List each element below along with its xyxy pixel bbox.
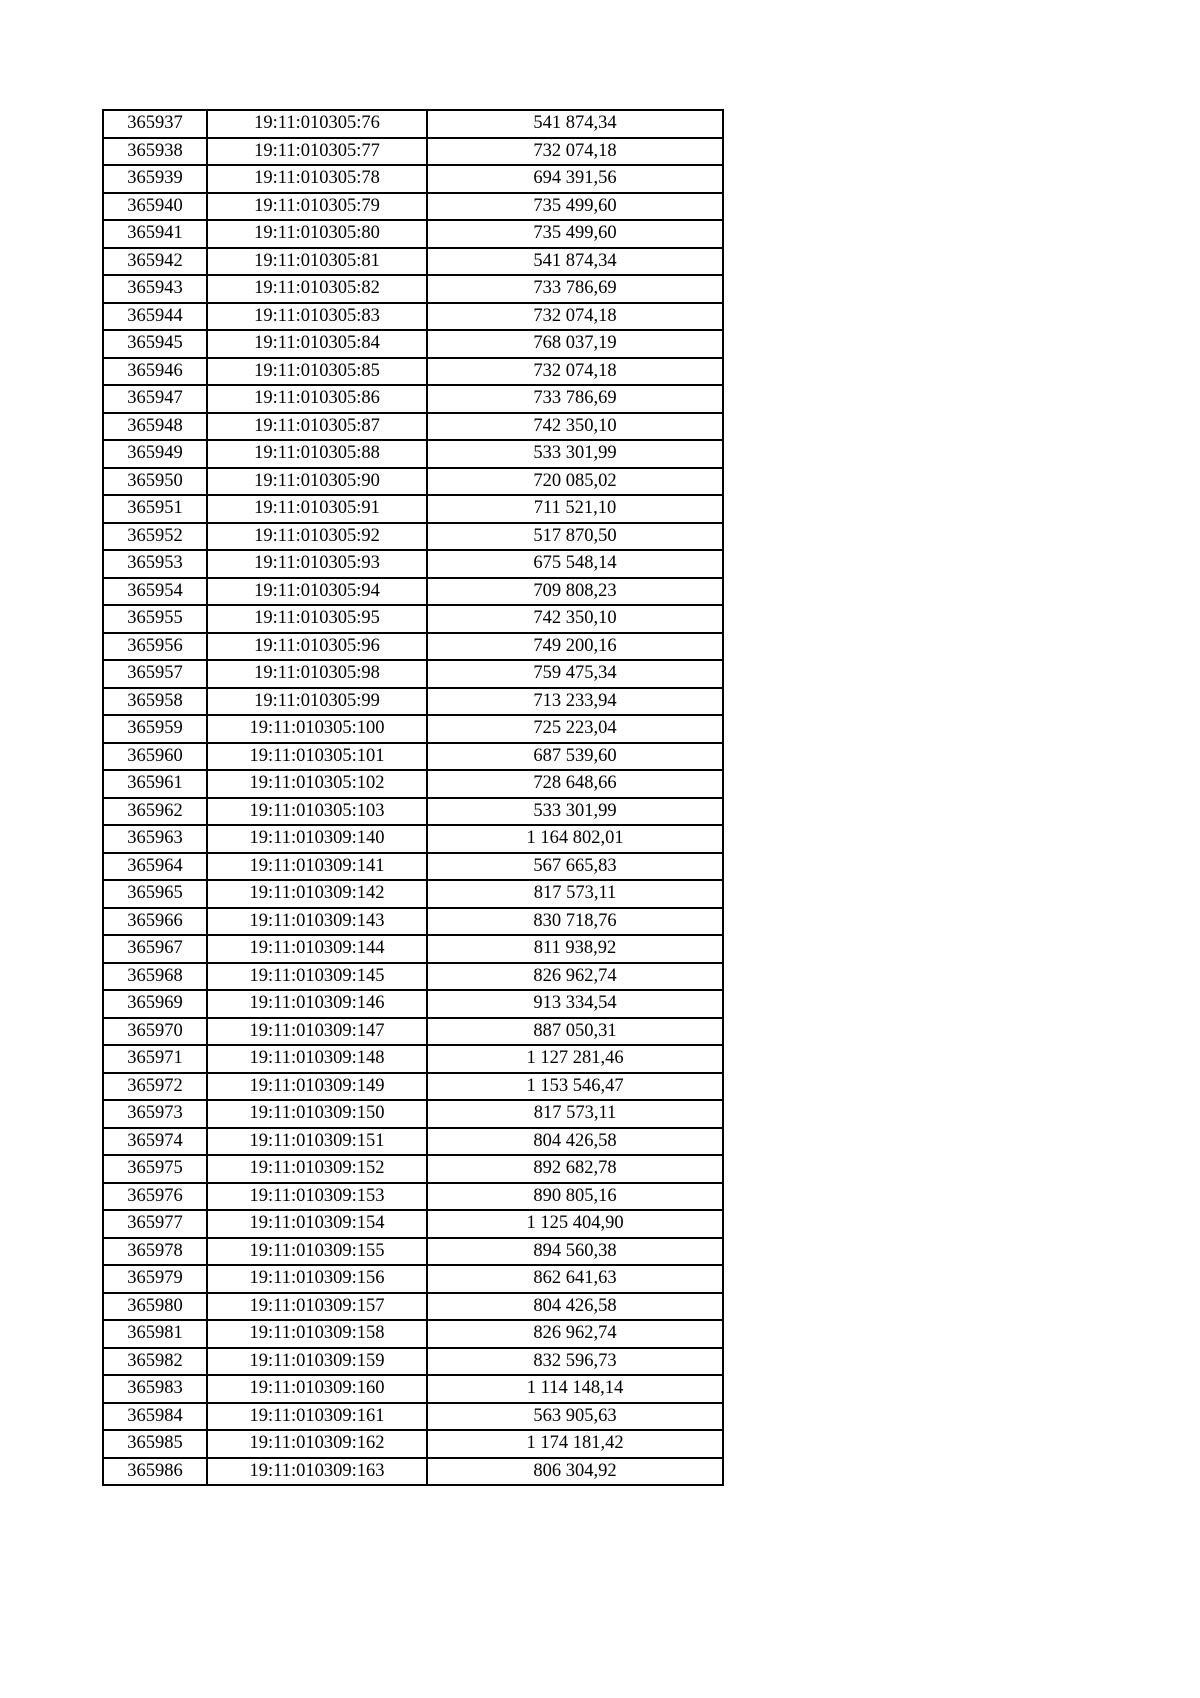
cadastral-number-cell: 19:11:010309:151 (207, 1128, 427, 1156)
table-row (103, 1238, 723, 1266)
cadastral-number-cell: 19:11:010305:80 (207, 220, 427, 248)
row-number-cell: 365985 (103, 1430, 207, 1458)
table-row (103, 248, 723, 276)
cadastral-value-cell: 811 938,92 (427, 935, 723, 963)
table-row (103, 1018, 723, 1046)
cadastral-number-cell: 19:11:010305:81 (207, 248, 427, 276)
row-number-cell: 365976 (103, 1183, 207, 1211)
cadastral-value-cell: 1 174 181,42 (427, 1430, 723, 1458)
cadastral-value-cell: 890 805,16 (427, 1183, 723, 1211)
table-row (103, 165, 723, 193)
cadastral-value-table (102, 109, 724, 1486)
cadastral-value-cell: 735 499,60 (427, 220, 723, 248)
row-number-cell: 365971 (103, 1045, 207, 1073)
table-row (103, 1073, 723, 1101)
cadastral-number-cell: 19:11:010305:99 (207, 688, 427, 716)
cadastral-number-cell: 19:11:010309:159 (207, 1348, 427, 1376)
table-row (103, 1403, 723, 1431)
cadastral-number-cell: 19:11:010305:96 (207, 633, 427, 661)
table-row (103, 1128, 723, 1156)
cadastral-value-cell: 817 573,11 (427, 1100, 723, 1128)
cadastral-number-cell: 19:11:010305:93 (207, 550, 427, 578)
cadastral-value-cell: 742 350,10 (427, 605, 723, 633)
cadastral-value-cell: 832 596,73 (427, 1348, 723, 1376)
cadastral-value-cell: 1 164 802,01 (427, 825, 723, 853)
cadastral-value-cell: 806 304,92 (427, 1458, 723, 1486)
cadastral-value-cell: 732 074,18 (427, 138, 723, 166)
row-number-cell: 365939 (103, 165, 207, 193)
cadastral-number-cell: 19:11:010305:98 (207, 660, 427, 688)
cadastral-number-cell: 19:11:010305:85 (207, 358, 427, 386)
table-row (103, 220, 723, 248)
table-row (103, 908, 723, 936)
cadastral-number-cell: 19:11:010305:84 (207, 330, 427, 358)
cadastral-value-cell: 817 573,11 (427, 880, 723, 908)
cadastral-value-cell: 892 682,78 (427, 1155, 723, 1183)
table-row (103, 605, 723, 633)
row-number-cell: 365941 (103, 220, 207, 248)
row-number-cell: 365967 (103, 935, 207, 963)
cadastral-number-cell: 19:11:010305:90 (207, 468, 427, 496)
cadastral-number-cell: 19:11:010309:149 (207, 1073, 427, 1101)
cadastral-number-cell: 19:11:010305:94 (207, 578, 427, 606)
cadastral-number-cell: 19:11:010309:142 (207, 880, 427, 908)
table-row (103, 193, 723, 221)
table-row (103, 688, 723, 716)
cadastral-value-cell: 720 085,02 (427, 468, 723, 496)
cadastral-value-cell: 749 200,16 (427, 633, 723, 661)
cadastral-value-cell: 768 037,19 (427, 330, 723, 358)
cadastral-number-cell: 19:11:010305:79 (207, 193, 427, 221)
row-number-cell: 365946 (103, 358, 207, 386)
row-number-cell: 365955 (103, 605, 207, 633)
cadastral-number-cell: 19:11:010309:146 (207, 990, 427, 1018)
row-number-cell: 365938 (103, 138, 207, 166)
table-row (103, 660, 723, 688)
cadastral-number-cell: 19:11:010305:103 (207, 798, 427, 826)
table-row (103, 330, 723, 358)
cadastral-number-cell: 19:11:010309:157 (207, 1293, 427, 1321)
row-number-cell: 365981 (103, 1320, 207, 1348)
cadastral-number-cell: 19:11:010309:153 (207, 1183, 427, 1211)
table-row (103, 935, 723, 963)
cadastral-number-cell: 19:11:010309:145 (207, 963, 427, 991)
row-number-cell: 365937 (103, 110, 207, 138)
row-number-cell: 365983 (103, 1375, 207, 1403)
cadastral-number-cell: 19:11:010305:92 (207, 523, 427, 551)
row-number-cell: 365974 (103, 1128, 207, 1156)
cadastral-value-cell: 725 223,04 (427, 715, 723, 743)
cadastral-number-cell: 19:11:010309:141 (207, 853, 427, 881)
cadastral-number-cell: 19:11:010305:100 (207, 715, 427, 743)
row-number-cell: 365947 (103, 385, 207, 413)
row-number-cell: 365954 (103, 578, 207, 606)
cadastral-value-cell: 1 114 148,14 (427, 1375, 723, 1403)
cadastral-value-cell: 830 718,76 (427, 908, 723, 936)
table-row (103, 358, 723, 386)
cadastral-value-cell: 804 426,58 (427, 1293, 723, 1321)
row-number-cell: 365965 (103, 880, 207, 908)
row-number-cell: 365980 (103, 1293, 207, 1321)
row-number-cell: 365957 (103, 660, 207, 688)
cadastral-number-cell: 19:11:010309:156 (207, 1265, 427, 1293)
cadastral-number-cell: 19:11:010309:152 (207, 1155, 427, 1183)
row-number-cell: 365984 (103, 1403, 207, 1431)
cadastral-number-cell: 19:11:010309:161 (207, 1403, 427, 1431)
table-row (103, 1265, 723, 1293)
cadastral-number-cell: 19:11:010309:143 (207, 908, 427, 936)
row-number-cell: 365977 (103, 1210, 207, 1238)
table-row (103, 275, 723, 303)
cadastral-value-cell: 533 301,99 (427, 798, 723, 826)
table-row (103, 138, 723, 166)
table-row (103, 523, 723, 551)
cadastral-value-cell: 1 125 404,90 (427, 1210, 723, 1238)
row-number-cell: 365951 (103, 495, 207, 523)
cadastral-value-cell: 728 648,66 (427, 770, 723, 798)
cadastral-number-cell: 19:11:010309:160 (207, 1375, 427, 1403)
table-row (103, 550, 723, 578)
cadastral-number-cell: 19:11:010305:101 (207, 743, 427, 771)
cadastral-number-cell: 19:11:010305:87 (207, 413, 427, 441)
cadastral-number-cell: 19:11:010309:150 (207, 1100, 427, 1128)
cadastral-value-cell: 862 641,63 (427, 1265, 723, 1293)
table-row (103, 633, 723, 661)
row-number-cell: 365962 (103, 798, 207, 826)
table-row (103, 963, 723, 991)
row-number-cell: 365969 (103, 990, 207, 1018)
row-number-cell: 365973 (103, 1100, 207, 1128)
cadastral-value-cell: 567 665,83 (427, 853, 723, 881)
cadastral-number-cell: 19:11:010305:91 (207, 495, 427, 523)
row-number-cell: 365970 (103, 1018, 207, 1046)
cadastral-value-cell: 711 521,10 (427, 495, 723, 523)
cadastral-number-cell: 19:11:010309:154 (207, 1210, 427, 1238)
cadastral-number-cell: 19:11:010309:144 (207, 935, 427, 963)
row-number-cell: 365944 (103, 303, 207, 331)
table-row (103, 825, 723, 853)
cadastral-value-cell: 1 153 546,47 (427, 1073, 723, 1101)
cadastral-value-cell: 913 334,54 (427, 990, 723, 1018)
row-number-cell: 365966 (103, 908, 207, 936)
cadastral-value-cell: 1 127 281,46 (427, 1045, 723, 1073)
row-number-cell: 365979 (103, 1265, 207, 1293)
table-row (103, 1155, 723, 1183)
row-number-cell: 365986 (103, 1458, 207, 1486)
table-row (103, 1293, 723, 1321)
table-row (103, 715, 723, 743)
row-number-cell: 365940 (103, 193, 207, 221)
row-number-cell: 365948 (103, 413, 207, 441)
table-row (103, 440, 723, 468)
cadastral-value-cell: 735 499,60 (427, 193, 723, 221)
cadastral-number-cell: 19:11:010305:83 (207, 303, 427, 331)
table-row (103, 1430, 723, 1458)
table-body (103, 110, 723, 1485)
row-number-cell: 365956 (103, 633, 207, 661)
cadastral-number-cell: 19:11:010309:147 (207, 1018, 427, 1046)
cadastral-number-cell: 19:11:010309:140 (207, 825, 427, 853)
cadastral-value-cell: 732 074,18 (427, 358, 723, 386)
row-number-cell: 365949 (103, 440, 207, 468)
table-row (103, 385, 723, 413)
table-row (103, 495, 723, 523)
table-row (103, 1045, 723, 1073)
row-number-cell: 365975 (103, 1155, 207, 1183)
row-number-cell: 365952 (103, 523, 207, 551)
row-number-cell: 365943 (103, 275, 207, 303)
cadastral-value-cell: 533 301,99 (427, 440, 723, 468)
cadastral-value-cell: 709 808,23 (427, 578, 723, 606)
cadastral-value-cell: 887 050,31 (427, 1018, 723, 1046)
row-number-cell: 365959 (103, 715, 207, 743)
cadastral-value-cell: 804 426,58 (427, 1128, 723, 1156)
cadastral-number-cell: 19:11:010305:76 (207, 110, 427, 138)
table-row (103, 578, 723, 606)
table-row (103, 1348, 723, 1376)
cadastral-number-cell: 19:11:010305:82 (207, 275, 427, 303)
cadastral-value-cell: 826 962,74 (427, 1320, 723, 1348)
table-row (103, 770, 723, 798)
row-number-cell: 365982 (103, 1348, 207, 1376)
cadastral-number-cell: 19:11:010309:148 (207, 1045, 427, 1073)
cadastral-number-cell: 19:11:010309:158 (207, 1320, 427, 1348)
cadastral-value-cell: 687 539,60 (427, 743, 723, 771)
row-number-cell: 365953 (103, 550, 207, 578)
cadastral-value-cell: 713 233,94 (427, 688, 723, 716)
table-row (103, 853, 723, 881)
table-row (103, 990, 723, 1018)
cadastral-value-cell: 694 391,56 (427, 165, 723, 193)
table-row (103, 1210, 723, 1238)
table-row (103, 1320, 723, 1348)
cadastral-value-cell: 733 786,69 (427, 275, 723, 303)
row-number-cell: 365963 (103, 825, 207, 853)
cadastral-value-cell: 759 475,34 (427, 660, 723, 688)
table-row (103, 1100, 723, 1128)
cadastral-number-cell: 19:11:010309:162 (207, 1430, 427, 1458)
row-number-cell: 365945 (103, 330, 207, 358)
row-number-cell: 365961 (103, 770, 207, 798)
table-row (103, 798, 723, 826)
table-row (103, 303, 723, 331)
table-row (103, 1183, 723, 1211)
cadastral-value-cell: 742 350,10 (427, 413, 723, 441)
row-number-cell: 365978 (103, 1238, 207, 1266)
row-number-cell: 365958 (103, 688, 207, 716)
table-row (103, 413, 723, 441)
table-row (103, 1375, 723, 1403)
cadastral-number-cell: 19:11:010309:163 (207, 1458, 427, 1486)
cadastral-value-cell: 517 870,50 (427, 523, 723, 551)
cadastral-value-cell: 541 874,34 (427, 248, 723, 276)
row-number-cell: 365950 (103, 468, 207, 496)
cadastral-value-cell: 675 548,14 (427, 550, 723, 578)
table-row (103, 110, 723, 138)
cadastral-value-cell: 541 874,34 (427, 110, 723, 138)
table-row (103, 468, 723, 496)
cadastral-value-cell: 732 074,18 (427, 303, 723, 331)
cadastral-number-cell: 19:11:010305:86 (207, 385, 427, 413)
cadastral-number-cell: 19:11:010305:95 (207, 605, 427, 633)
cadastral-value-cell: 894 560,38 (427, 1238, 723, 1266)
table-row (103, 1458, 723, 1486)
row-number-cell: 365942 (103, 248, 207, 276)
cadastral-number-cell: 19:11:010305:102 (207, 770, 427, 798)
cadastral-number-cell: 19:11:010305:77 (207, 138, 427, 166)
row-number-cell: 365972 (103, 1073, 207, 1101)
table-row (103, 743, 723, 771)
row-number-cell: 365968 (103, 963, 207, 991)
row-number-cell: 365960 (103, 743, 207, 771)
row-number-cell: 365964 (103, 853, 207, 881)
cadastral-number-cell: 19:11:010305:78 (207, 165, 427, 193)
cadastral-number-cell: 19:11:010305:88 (207, 440, 427, 468)
cadastral-value-cell: 826 962,74 (427, 963, 723, 991)
cadastral-value-cell: 733 786,69 (427, 385, 723, 413)
cadastral-number-cell: 19:11:010309:155 (207, 1238, 427, 1266)
cadastral-value-cell: 563 905,63 (427, 1403, 723, 1431)
table-row (103, 880, 723, 908)
